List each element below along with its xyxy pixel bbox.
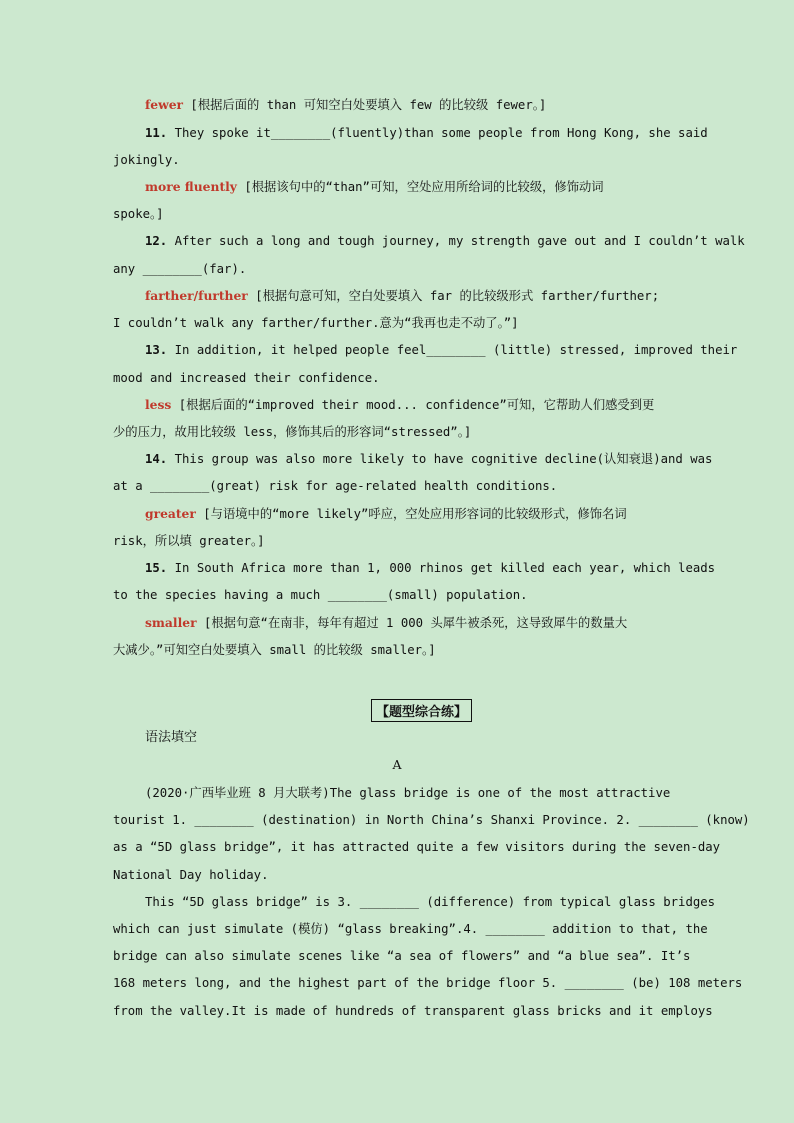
- answer-key: smaller: [145, 615, 197, 630]
- exercise-text: [根据后面的 than 可知空白处要填入 few 的比较级 fewer。]: [183, 98, 547, 112]
- section-title: 【题型综合练】: [371, 699, 472, 722]
- passage-line: [113, 920, 708, 938]
- question-number: 14.: [145, 452, 168, 466]
- exercise-line: [145, 96, 680, 114]
- passage-text: This “5D glass bridge” is 3. ________ (difference) from typical glass bridges: [145, 895, 716, 909]
- answer-key: less: [145, 397, 172, 412]
- question-number: 15.: [145, 561, 168, 575]
- exercise-line: [145, 341, 738, 359]
- exercise-text: 少的压力，故用比较级 less，修饰其后的形容词“stressed”。]: [113, 425, 472, 439]
- passage-label: A: [392, 757, 402, 772]
- passage-line: [145, 893, 716, 911]
- question-number: 11.: [145, 126, 168, 140]
- exercise-text: After such a long and tough journey, my strength gave out and I couldn’t walk: [167, 234, 745, 248]
- exercise-line: [145, 232, 745, 250]
- exercise-text: [根据该句中的“than”可知，空处应用所给词的比较级，修饰动词: [236, 180, 604, 194]
- passage-text: National Day holiday.: [113, 868, 269, 882]
- exercise-line: [113, 151, 680, 169]
- exercise-text: at a ________(great) risk for age-related health conditions.: [113, 479, 558, 493]
- answer-key: farther/further: [145, 288, 248, 303]
- exercise-line: [113, 314, 680, 332]
- exercise-line: [113, 369, 680, 387]
- answer-key: greater: [145, 506, 196, 521]
- exercise-line: [113, 641, 680, 659]
- exercise-line: [113, 423, 680, 441]
- passage-line: [113, 974, 743, 992]
- passage-text: which can just simulate (模仿) “glass breaking”.4. ________ addition to that, the: [113, 922, 708, 936]
- exercise-line: [145, 178, 680, 196]
- exercise-text: They spoke it________(fluently)than some people from Hong Kong, she said: [167, 126, 708, 140]
- exercise-text: In addition, it helped people feel________ (little) stressed, improved their: [167, 343, 738, 357]
- exercise-text: This group was also more likely to have cognitive decline(认知衰退)and was: [167, 452, 713, 466]
- passage-text: (2020·广西毕业班 8 月大联考)The glass bridge is one of the most attractive: [145, 786, 671, 800]
- question-number: 13.: [145, 343, 168, 357]
- passage-line: [113, 811, 750, 829]
- passage-line: [113, 1002, 713, 1020]
- exercise-line: [113, 260, 680, 278]
- exercise-text: [根据后面的“improved their mood... confidence”可知，它帮助人们感受到更: [171, 398, 655, 412]
- exercise-text: spoke。]: [113, 207, 164, 221]
- passage-text: as a “5D glass bridge”, it has attracted quite a few visitors during the seven-day: [113, 840, 721, 854]
- exercise-line: [145, 124, 708, 142]
- answer-key: more fluently: [145, 179, 237, 194]
- exercise-line: [145, 614, 680, 632]
- passage-text: from the valley.It is made of hundreds of transparent glass bricks and it employs: [113, 1004, 713, 1018]
- exercise-text: risk，所以填 greater。]: [113, 534, 265, 548]
- exercise-text: In South Africa more than 1, 000 rhinos get killed each year, which leads: [167, 561, 716, 575]
- exercise-line: [113, 205, 680, 223]
- question-number: 12.: [145, 234, 168, 248]
- exercise-line: [113, 586, 680, 604]
- exercise-line: [145, 287, 680, 305]
- exercise-line: [145, 396, 680, 414]
- exercise-text: [根据句意“在南非，每年有超过 1 000 头犀牛被杀死，这导致犀牛的数量大: [196, 616, 628, 630]
- exercise-text: mood and increased their confidence.: [113, 371, 380, 385]
- passage-text: bridge can also simulate scenes like “a sea of flowers” and “a blue sea”. It’s: [113, 949, 691, 963]
- exercise-line: [145, 559, 716, 577]
- exercise-line: [145, 505, 680, 523]
- passage-line: [113, 947, 691, 965]
- answer-key: fewer: [145, 97, 184, 112]
- exercise-text: [根据句意可知，空白处要填入 far 的比较级形式 farther/further;: [247, 289, 660, 303]
- passage-text: 168 meters long, and the highest part of the bridge floor 5. ________ (be) 108 meters: [113, 976, 743, 990]
- exercise-line: [113, 477, 680, 495]
- exercise-text: to the species having a much ________(small) population.: [113, 588, 528, 602]
- passage-line: [145, 784, 680, 802]
- exercise-type-title: 语法填空: [145, 730, 198, 745]
- exercise-text: 大减少。”可知空白处要填入 small 的比较级 smaller。]: [113, 643, 436, 657]
- exercise-text: jokingly.: [113, 153, 180, 167]
- passage-line: [113, 866, 680, 884]
- exercise-text: [与语境中的“more likely”呼应，空处应用形容词的比较级形式，修饰名词: [195, 507, 627, 521]
- passage-line: [113, 838, 721, 856]
- exercise-line: [145, 450, 713, 468]
- exercise-text: any ________(far).: [113, 262, 247, 276]
- exercise-text: I couldn’t walk any farther/further.意为“我再也走不动了。”]: [113, 316, 519, 330]
- passage-text: tourist 1. ________ (destination) in North China’s Shanxi Province. 2. ________ (know): [113, 813, 750, 827]
- exercise-line: [113, 532, 680, 550]
